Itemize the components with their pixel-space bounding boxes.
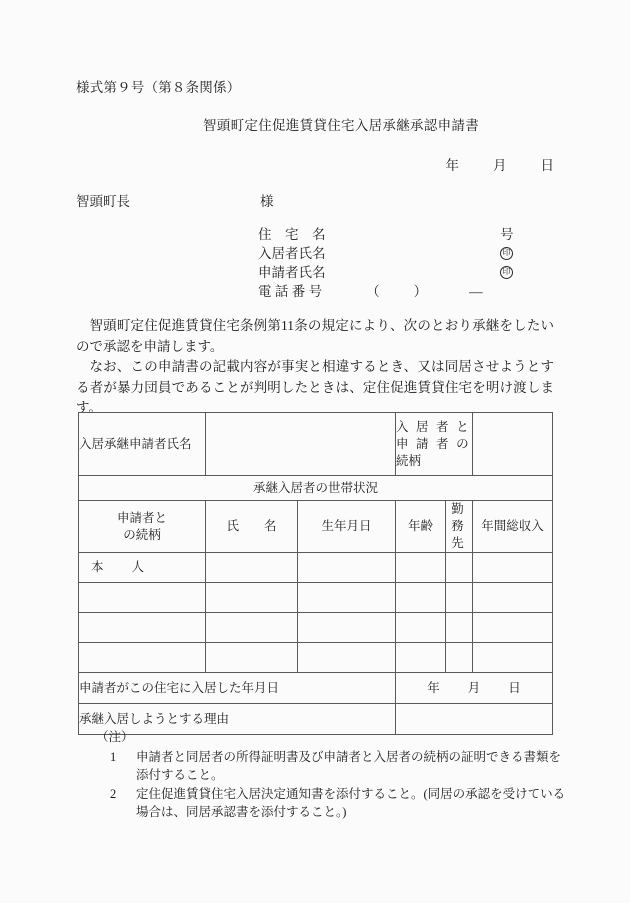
addressee	[76, 190, 274, 210]
cell-birthdate[interactable]	[298, 553, 396, 583]
relation-label-line3: 続柄	[396, 453, 422, 468]
phone-label: 電 話 番 号	[258, 284, 323, 299]
cell-age[interactable]	[396, 583, 446, 613]
date-month-label: 月	[493, 158, 507, 173]
note-text: 定住促進賃貸住宅入居決定通知書を添付すること。(同居の承認を受けている場合は、同居承認書を添付すること。)	[136, 786, 566, 819]
date-line	[446, 154, 555, 174]
cell-relation[interactable]	[79, 643, 206, 673]
resident-name-row	[258, 244, 552, 263]
household-section-title: 承継入居者の世帯状況	[79, 476, 553, 501]
cell-name[interactable]	[206, 553, 298, 583]
seal-icon: 印	[500, 266, 513, 279]
housing-name-label: 住 宅 名	[258, 227, 326, 242]
move-in-month-label: 月	[467, 680, 481, 695]
notes-section	[96, 728, 566, 822]
cell-workplace[interactable]	[446, 613, 473, 643]
cell-workplace[interactable]	[446, 583, 473, 613]
applicant-name-label: 申請者氏名	[258, 265, 326, 280]
cell-relation[interactable]	[79, 583, 206, 613]
successor-name-label: 入居承継申請者氏名	[79, 413, 206, 476]
column-header-income: 年間総収入	[473, 501, 553, 553]
column-header-relation	[79, 501, 206, 553]
column-header-name: 氏 名	[206, 501, 298, 553]
column-header-age: 年齢	[396, 501, 446, 553]
addressee-name: 智頭町長	[76, 194, 130, 209]
applicant-name-row	[258, 263, 552, 282]
notes-title: （注）	[96, 730, 134, 744]
cell-age[interactable]	[396, 613, 446, 643]
move-in-day-label: 日	[508, 680, 521, 695]
relation-label-line2: 申 請 者 の	[396, 436, 471, 451]
cell-income[interactable]	[473, 613, 553, 643]
reason-label: 承継入居しようとする理由	[79, 704, 396, 735]
table-row	[79, 643, 553, 673]
applicant-info-block	[258, 225, 552, 301]
cell-birthdate[interactable]	[298, 643, 396, 673]
cell-relation[interactable]	[79, 613, 206, 643]
successor-name-value[interactable]	[206, 413, 396, 476]
cell-income[interactable]	[473, 643, 553, 673]
column-header-relation-line1: 申請者と	[116, 510, 167, 525]
body-text	[76, 316, 554, 419]
relation-label	[396, 413, 473, 476]
seal-icon: 印	[500, 247, 513, 260]
resident-seal-icon	[500, 244, 513, 263]
move-in-year-label: 年	[427, 680, 440, 695]
note-text: 申請者と同居者の所得証明書及び申請者と入居者の続柄の証明できる書類を添付すること。	[136, 749, 562, 782]
relation-label-line1: 入 居 者 と	[396, 419, 471, 434]
cell-name[interactable]	[206, 643, 298, 673]
date-day-label: 日	[540, 158, 554, 173]
phone-dash: —	[469, 284, 483, 299]
table-row	[79, 583, 553, 613]
cell-birthdate[interactable]	[298, 613, 396, 643]
note-item	[96, 748, 566, 785]
phone-paren-close: ）	[413, 284, 428, 299]
document-title: 智頭町定住促進賃貸住宅入居承継承認申請書	[203, 118, 479, 133]
cell-relation[interactable]: 本 人	[79, 553, 206, 583]
table-row-move-in-date	[79, 673, 553, 704]
phone-paren-open: （	[366, 284, 380, 299]
cell-workplace[interactable]	[446, 643, 473, 673]
column-header-birthdate: 生年月日	[298, 501, 396, 553]
resident-name-label: 入居者氏名	[258, 246, 326, 261]
cell-age[interactable]	[396, 553, 446, 583]
column-header-relation-line2: の続柄	[123, 527, 161, 542]
form-number: 様式第９号（第８条関係）	[76, 80, 241, 95]
cell-birthdate[interactable]	[298, 583, 396, 613]
body-paragraph-2: なお、この申請書の記載内容が事実と相違するとき、又は同居させようとする者が暴力団員であることが判明したときは、定住促進賃貸住宅を明け渡します。	[76, 359, 554, 415]
cell-income[interactable]	[473, 553, 553, 583]
note-number: 1	[110, 749, 117, 764]
cell-name[interactable]	[206, 583, 298, 613]
cell-name[interactable]	[206, 613, 298, 643]
column-header-workplace: 勤 務 先	[446, 501, 473, 553]
phone-row	[258, 282, 552, 301]
cell-workplace[interactable]	[446, 553, 473, 583]
body-paragraph-1: 智頭町定住促進賃貸住宅条例第11条の規定により、次のとおり承継をしたいので承認を申請します。	[76, 318, 554, 354]
application-table	[78, 412, 553, 735]
note-item	[96, 785, 566, 822]
move-in-date-value[interactable]	[396, 673, 553, 704]
table-row-applicant-name	[79, 413, 553, 476]
housing-number-unit: 号	[500, 227, 514, 242]
housing-name-row	[258, 225, 552, 244]
table-row-section-title	[79, 476, 553, 501]
table-row-column-headers	[79, 501, 553, 553]
table-row	[79, 613, 553, 643]
date-year-label: 年	[445, 158, 459, 173]
cell-income[interactable]	[473, 583, 553, 613]
cell-age[interactable]	[396, 643, 446, 673]
move-in-date-label: 申請者がこの住宅に入居した年月日	[79, 673, 396, 704]
note-number: 2	[110, 786, 117, 801]
applicant-seal-icon	[500, 263, 513, 282]
addressee-honorific: 様	[260, 194, 274, 209]
table-row	[79, 553, 553, 583]
relation-value[interactable]	[473, 413, 553, 476]
